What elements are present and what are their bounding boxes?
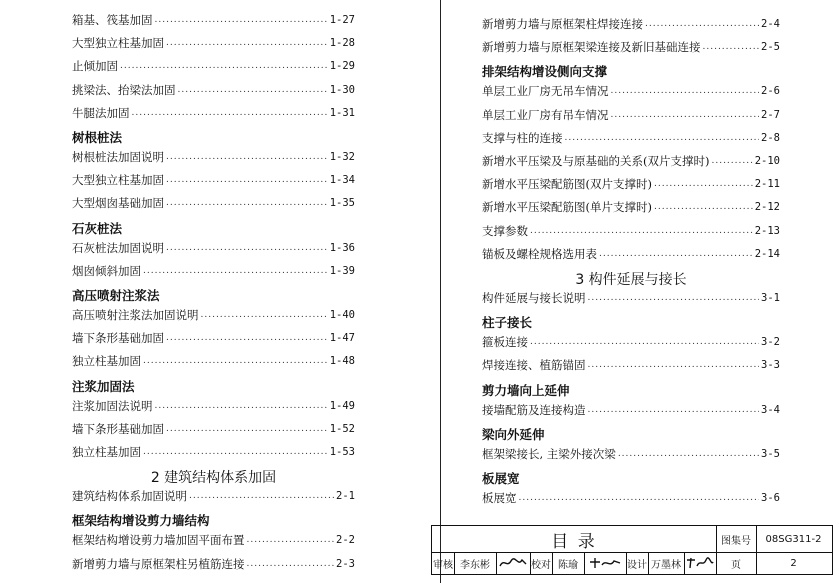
check-name: 陈瑜 bbox=[558, 559, 578, 571]
toc-entry-title: 墙下条形基础加固 bbox=[72, 331, 164, 346]
toc-entry-title: 大型独立柱基加固 bbox=[72, 36, 164, 51]
toc-entry-title: 焊接连接、植筋锚固 bbox=[482, 358, 586, 373]
section-heading: 框架结构增设剪力墙结构 bbox=[72, 513, 210, 529]
toc-entry-title: 新增剪力墙与原框架柱焊接连接 bbox=[482, 17, 643, 31]
dot-leader bbox=[166, 36, 328, 50]
toc-entry-page: 2-4 bbox=[761, 18, 780, 30]
toc-entry[interactable] bbox=[482, 84, 780, 98]
toc-entry-page: 1-34 bbox=[329, 174, 355, 187]
toc-entry-page: 2-2 bbox=[336, 534, 355, 547]
toc-entry-page: 1-36 bbox=[329, 241, 355, 254]
dot-leader bbox=[166, 422, 328, 436]
design-label: 设计 bbox=[627, 559, 647, 571]
toc-entry-title: 树根桩法加固说明 bbox=[72, 150, 164, 164]
dot-leader bbox=[611, 84, 760, 98]
toc-entry[interactable] bbox=[482, 17, 780, 31]
toc-entry-title: 大型烟囱基础加固 bbox=[72, 196, 164, 211]
dot-leader bbox=[703, 40, 760, 54]
toc-entry[interactable] bbox=[72, 422, 355, 436]
dot-leader bbox=[565, 131, 760, 145]
dot-leader bbox=[599, 247, 753, 261]
toc-entry-title: 板展宽 bbox=[482, 491, 517, 505]
toc-entry-title: 挑梁法、抬梁法加固 bbox=[72, 82, 176, 97]
toc-entry-page: 3-4 bbox=[761, 403, 780, 416]
check-label: 校对 bbox=[531, 559, 551, 571]
dot-leader bbox=[247, 557, 335, 571]
toc-entry-page: 1-47 bbox=[329, 332, 355, 345]
toc-entry[interactable] bbox=[72, 331, 355, 345]
toc-entry[interactable] bbox=[72, 106, 355, 120]
section-heading: 柱子接长 bbox=[482, 315, 533, 331]
toc-entry[interactable] bbox=[72, 150, 355, 164]
section-heading: 高压喷射注浆法 bbox=[72, 288, 160, 303]
dot-leader bbox=[143, 445, 328, 459]
toc-entry-title: 箍板连接 bbox=[482, 335, 528, 350]
dot-leader bbox=[611, 108, 760, 122]
toc-entry-title: 建筑结构体系加固说明 bbox=[72, 489, 187, 504]
dot-leader bbox=[155, 13, 328, 27]
toc-entry-title: 构件延展与接长说明 bbox=[482, 291, 586, 305]
toc-entry-page: 1-31 bbox=[329, 106, 355, 119]
toc-entry-title: 烟囱倾斜加固 bbox=[72, 263, 141, 278]
toc-entry-page: 1-40 bbox=[329, 309, 355, 321]
review-label: 审核 bbox=[433, 559, 453, 571]
toc-entry-page: 3-2 bbox=[761, 336, 780, 349]
page-label: 页 bbox=[731, 559, 741, 571]
toc-entry[interactable] bbox=[482, 291, 780, 305]
toc-entry-title: 独立柱基加固 bbox=[72, 445, 141, 459]
toc-entry-title: 箱基、筏基加固 bbox=[72, 13, 153, 27]
toc-entry[interactable] bbox=[72, 308, 355, 322]
toc-entry[interactable] bbox=[482, 154, 780, 168]
dot-leader bbox=[166, 331, 328, 345]
chapter-heading: 3 构件延展与接长 bbox=[575, 272, 687, 288]
toc-entry[interactable] bbox=[72, 264, 355, 278]
toc-entry[interactable] bbox=[72, 489, 355, 503]
toc-entry-page: 2-6 bbox=[761, 85, 780, 98]
toc-entry-title: 锚板及螺栓规格选用表 bbox=[482, 246, 597, 261]
dot-leader bbox=[588, 358, 760, 372]
dot-leader bbox=[711, 154, 752, 168]
toc-entry[interactable] bbox=[72, 241, 355, 255]
toc-entry[interactable] bbox=[72, 59, 355, 73]
toc-entry-title: 注浆加固法说明 bbox=[72, 398, 153, 413]
toc-entry-page: 1-53 bbox=[329, 446, 355, 458]
dot-leader bbox=[519, 491, 760, 505]
design-signature bbox=[684, 552, 716, 574]
toc-entry-page: 2-8 bbox=[761, 131, 780, 144]
dot-leader bbox=[120, 59, 328, 73]
toc-entry-title: 框架梁接长, 主梁外接次梁 bbox=[482, 446, 616, 461]
toc-entry-page: 2-7 bbox=[761, 108, 780, 121]
toc-entry-page: 2-12 bbox=[754, 201, 780, 214]
toc-entry[interactable] bbox=[72, 399, 355, 413]
toc-entry-page: 3-5 bbox=[761, 447, 780, 460]
design-name: 万墨林 bbox=[651, 559, 681, 571]
toc-entry-page: 2-13 bbox=[754, 224, 780, 237]
toc-entry[interactable] bbox=[72, 557, 355, 571]
toc-entry-title: 新增水平压梁及与原基础的关系(双片支撑时) bbox=[482, 154, 710, 168]
toc-entry[interactable] bbox=[482, 403, 780, 417]
review-signature bbox=[496, 552, 530, 574]
dot-leader bbox=[166, 150, 328, 164]
toc-entry-title: 止倾加固 bbox=[72, 59, 118, 74]
toc-entry[interactable] bbox=[72, 533, 355, 547]
toc-entry[interactable] bbox=[482, 200, 780, 214]
dot-leader bbox=[530, 224, 753, 238]
dot-leader bbox=[588, 291, 760, 305]
toc-entry-title: 支撑与柱的连接 bbox=[482, 130, 563, 145]
toc-entry[interactable] bbox=[72, 83, 355, 97]
dot-leader bbox=[143, 264, 328, 278]
toc-entry-page: 2-5 bbox=[761, 41, 780, 54]
page-number: 2 bbox=[790, 557, 797, 569]
toc-entry-page: 2-10 bbox=[754, 155, 780, 167]
atlas-number-label: 图集号 bbox=[721, 535, 751, 547]
review-name: 李东彬 bbox=[460, 559, 490, 571]
dot-leader bbox=[588, 403, 760, 417]
toc-entry[interactable] bbox=[482, 177, 780, 191]
dot-leader bbox=[530, 335, 759, 349]
toc-entry[interactable] bbox=[482, 224, 780, 238]
toc-entry-title: 墙下条形基础加固 bbox=[72, 421, 164, 436]
dot-leader bbox=[189, 489, 334, 503]
toc-entry-title: 新增剪力墙与原框架梁连接及新旧基础连接 bbox=[482, 40, 701, 55]
toc-entry-title: 石灰桩法加固说明 bbox=[72, 240, 164, 255]
section-heading: 梁向外延伸 bbox=[482, 426, 545, 442]
toc-entry-page: 1-27 bbox=[329, 14, 355, 26]
section-heading: 剪力墙向上延伸 bbox=[482, 382, 570, 398]
toc-entry-page: 1-48 bbox=[329, 355, 355, 368]
dot-leader bbox=[166, 173, 328, 187]
toc-entry-title: 牛腿法加固 bbox=[72, 105, 130, 120]
toc-entry-page: 1-30 bbox=[329, 83, 355, 96]
dot-leader bbox=[143, 354, 328, 368]
toc-entry-page: 1-52 bbox=[329, 422, 355, 435]
dot-leader bbox=[166, 241, 328, 255]
check-signature bbox=[584, 552, 626, 574]
section-heading: 石灰桩法 bbox=[72, 220, 123, 236]
toc-entry-title: 框架结构增设剪力墙加固平面布置 bbox=[72, 533, 245, 548]
dot-leader bbox=[178, 83, 328, 97]
toc-entry[interactable] bbox=[482, 447, 780, 461]
toc-entry[interactable] bbox=[72, 36, 355, 50]
toc-entry[interactable] bbox=[72, 13, 355, 27]
toc-entry[interactable] bbox=[482, 358, 780, 372]
toc-entry-page: 3-1 bbox=[761, 292, 780, 304]
toc-entry-title: 单层工业厂房有吊车情况 bbox=[482, 107, 609, 122]
dot-leader bbox=[618, 447, 759, 461]
toc-title: 目 录 bbox=[551, 531, 597, 552]
section-heading: 树根桩法 bbox=[72, 130, 123, 145]
dot-leader bbox=[201, 308, 328, 322]
toc-entry[interactable] bbox=[482, 491, 780, 505]
toc-entry-page: 2-3 bbox=[336, 557, 355, 570]
toc-entry[interactable] bbox=[482, 247, 780, 261]
toc-entry-page: 1-35 bbox=[329, 197, 355, 210]
dot-leader bbox=[654, 177, 753, 191]
atlas-number: 08SG311-2 bbox=[765, 533, 822, 545]
toc-entry[interactable] bbox=[482, 131, 780, 145]
toc-entry-page: 2-14 bbox=[754, 247, 780, 260]
toc-entry[interactable] bbox=[72, 173, 355, 187]
toc-entry[interactable] bbox=[72, 445, 355, 459]
section-heading: 排架结构增设侧向支撑 bbox=[482, 64, 608, 80]
dot-leader bbox=[247, 533, 335, 547]
toc-entry[interactable] bbox=[72, 196, 355, 210]
toc-entry-title: 接墙配筋及连接构造 bbox=[482, 402, 586, 417]
chapter-heading: 2 建筑结构体系加固 bbox=[150, 470, 277, 487]
column-divider bbox=[440, 0, 441, 583]
dot-leader bbox=[654, 200, 753, 214]
section-heading: 板展宽 bbox=[482, 471, 520, 486]
toc-entry[interactable] bbox=[72, 354, 355, 368]
title-block bbox=[431, 525, 833, 575]
toc-entry-page: 1-29 bbox=[329, 60, 355, 73]
toc-entry[interactable] bbox=[482, 335, 780, 349]
toc-entry-page: 1-32 bbox=[329, 151, 355, 163]
section-heading: 注浆加固法 bbox=[72, 378, 135, 394]
toc-entry-page: 3-3 bbox=[761, 359, 780, 372]
toc-entry-title: 大型独立柱基加固 bbox=[72, 173, 164, 188]
toc-entry-title: 独立柱基加固 bbox=[72, 354, 141, 369]
toc-entry-page: 2-11 bbox=[754, 178, 780, 191]
toc-entry-title: 新增剪力墙与原框架柱另植筋连接 bbox=[72, 556, 245, 571]
dot-leader bbox=[132, 106, 328, 120]
toc-entry[interactable] bbox=[482, 40, 780, 54]
toc-entry-title: 支撑参数 bbox=[482, 223, 528, 238]
toc-entry-page: 1-49 bbox=[329, 399, 355, 412]
toc-entry[interactable] bbox=[482, 108, 780, 122]
toc-entry-page: 1-28 bbox=[329, 37, 355, 50]
toc-entry-page: 3-6 bbox=[761, 492, 780, 504]
dot-leader bbox=[155, 399, 328, 413]
dot-leader bbox=[166, 196, 328, 210]
toc-entry-title: 单层工业厂房无吊车情况 bbox=[482, 84, 609, 99]
dot-leader bbox=[645, 17, 759, 31]
toc-entry-title: 新增水平压梁配筋图(双片支撑时) bbox=[482, 177, 652, 192]
toc-entry-page: 2-1 bbox=[336, 490, 355, 503]
toc-entry-page: 1-39 bbox=[329, 264, 355, 277]
toc-entry-title: 新增水平压梁配筋图(单片支撑时) bbox=[482, 200, 652, 215]
toc-entry-title: 高压喷射注浆法加固说明 bbox=[72, 308, 199, 322]
